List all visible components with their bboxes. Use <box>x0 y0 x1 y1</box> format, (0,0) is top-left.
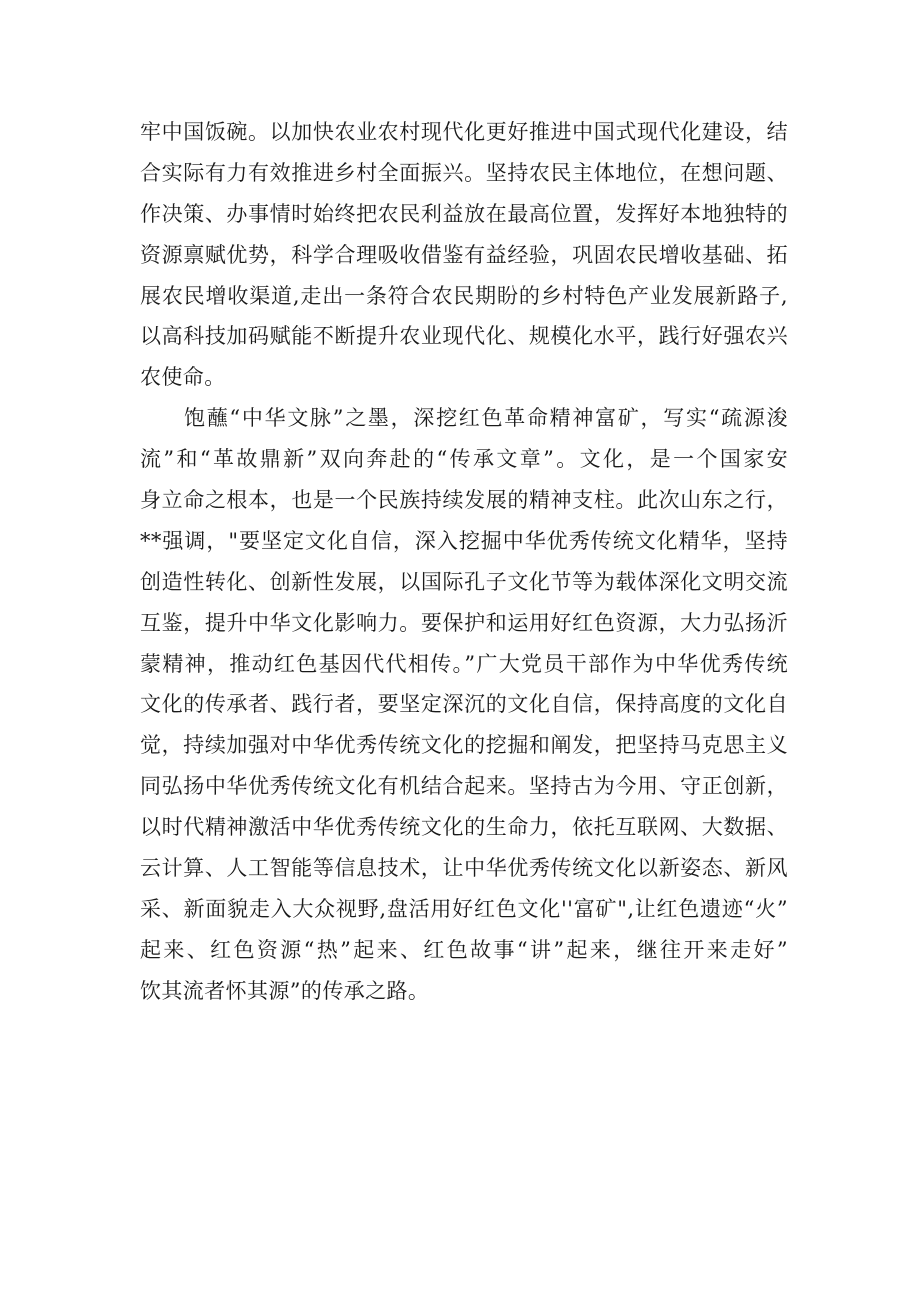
paragraph-line: 合实际有力有效推进乡村全面振兴。坚持农民主体地位，在想问题、 <box>140 160 788 185</box>
paragraph-line: 展农民增收渠道,走出一条符合农民期盼的乡村特色产业发展新路子, <box>140 283 788 308</box>
paragraph-2 <box>140 398 788 1011</box>
paragraph-line: 起来、红色资源“热”起来、红色故事“讲”起来，继往开来走好” <box>140 937 788 962</box>
paragraph-line: 以时代精神激活中华优秀传统文化的生命力，依托互联网、大数据、 <box>140 815 788 840</box>
paragraph-line: 以高科技加码赋能不断提升农业现代化、规模化水平，践行好强农兴 <box>140 324 788 349</box>
paragraph-line: 农使命。 <box>140 365 226 390</box>
paragraph-1 <box>140 112 788 398</box>
paragraph-line: 蒙精神，推动红色基因代代相传。”广大党员干部作为中华优秀传统 <box>140 651 788 676</box>
paragraph-line: 流”和“革故鼎新”双向奔赴的“传承文章”。文化，是一个国家安 <box>140 447 788 472</box>
paragraph-line: **强调，"要坚定文化自信，深入挖掘中华优秀传统文化精华，坚持 <box>140 528 788 553</box>
paragraph-line: 同弘扬中华优秀传统文化有机结合起来。坚持古为今用、守正创新， <box>140 774 788 799</box>
paragraph-line: 文化的传承者、践行者，要坚定深沉的文化自信，保持高度的文化自 <box>140 692 788 717</box>
paragraph-line: 采、新面貌走入大众视野,盘活用好红色文化''富矿",让红色遗迹“火” <box>140 896 788 921</box>
paragraph-line: 资源禀赋优势，科学合理吸收借鉴有益经验，巩固农民增收基础、拓 <box>140 242 788 267</box>
paragraph-line: 饮其流者怀其源”的传承之路。 <box>140 978 430 1003</box>
paragraph-line: 云计算、人工智能等信息技术，让中华优秀传统文化以新姿态、新风 <box>140 856 788 881</box>
paragraph-line: 牢中国饭碗。以加快农业农村现代化更好推进中国式现代化建设，结 <box>140 120 788 144</box>
paragraph-line: 作决策、办事情时始终把农民利益放在最高位置，发挥好本地独特的 <box>140 201 788 226</box>
paragraph-line: 互鉴，提升中华文化影响力。要保护和运用好红色资源，大力弘扬沂 <box>140 610 788 635</box>
paragraph-line: 饱蘸“中华文脉”之墨，深挖红色革命精神富矿，写实“疏源浚 <box>184 406 788 431</box>
document-body <box>140 112 788 1012</box>
paragraph-line: 创造性转化、创新性发展，以国际孔子文化节等为载体深化文明交流 <box>140 569 788 594</box>
paragraph-line: 觉，持续加强对中华优秀传统文化的挖掘和阐发，把坚持马克思主义 <box>140 733 788 758</box>
paragraph-line: 身立命之根本，也是一个民族持续发展的精神支柱。此次山东之行， <box>140 488 788 513</box>
